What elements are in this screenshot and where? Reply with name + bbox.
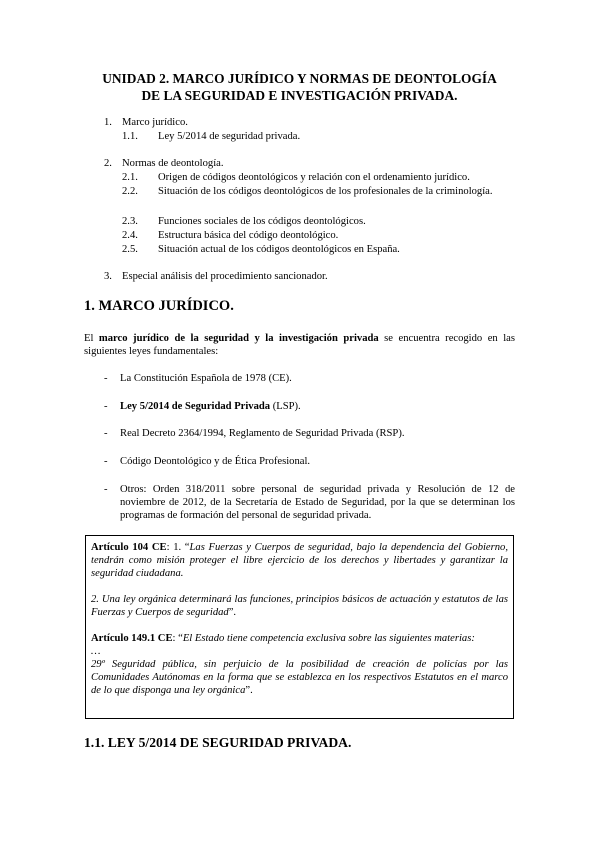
law-list-item: - Código Deontológico y de Ética Profesional. (104, 456, 311, 467)
article-104-label: Artículo 104 CE (91, 542, 167, 553)
toc-item-1: 1. Marco jurídico. (104, 117, 188, 128)
toc-subitem-2-2: 2.2. Situación de los códigos deontológicos de los profesionales de la criminología. (122, 186, 493, 197)
title-line-2: DE LA SEGURIDAD E INVESTIGACIÓN PRIVADA. (141, 88, 458, 103)
law-list-item: - Real Decreto 2364/1994, Reglamento de Seguridad Privada (RSP). (104, 428, 405, 439)
toc-subitem-2-5: 2.5. Situación actual de los códigos deontológicos en España. (122, 244, 400, 255)
section-heading: 1. MARCO JURÍDICO. (84, 298, 234, 314)
law-list-item: - Otros: Orden 318/2011 sobre personal de seguridad privada y Resolución de 12 de noviembre de 2012, de la Secretaría de Estado de Seguridad, por la que se determinan los programas de formación del personal de seguridad privada. (104, 484, 515, 521)
intro-bold-term: marco jurídico de la seguridad y la investigación privada (98, 333, 379, 344)
article-149-label: Artículo 149.1 CE (91, 633, 173, 644)
toc-subitem-2-1: 2.1. Origen de códigos deontológicos y relación con el ordenamiento jurídico. (122, 172, 470, 183)
ellipsis: … (91, 646, 101, 657)
document-title (84, 70, 515, 104)
title-line-1: UNIDAD 2. MARCO JURÍDICO Y NORMAS DE DEONTOLOGÍA (102, 71, 497, 86)
intro-paragraph: El marco jurídico de la seguridad y la investigación privada se encuentra recogido en las siguientes leyes fundamentales: (84, 333, 515, 357)
law-list-item: - Ley 5/2014 de Seguridad Privada (LSP). (104, 401, 301, 412)
toc-subitem-1-1: 1.1. Ley 5/2014 de seguridad privada. (122, 131, 301, 142)
article-104-paragraph-2: 2. Una ley orgánica determinará las funciones, principios básicos de actuación y estatutos de las Fuerzas y Cuerpos de seguridad”. (91, 594, 508, 618)
toc-subitem-2-3: 2.3. Funciones sociales de los códigos deontológicos. (122, 216, 366, 227)
toc-subitem-2-4: 2.4. Estructura básica del código deontológico. (122, 230, 339, 241)
article-149-paragraph: Artículo 149.1 CE: “El Estado tiene competencia exclusiva sobre las siguientes materias: (91, 633, 475, 644)
toc-item-3: 3. Especial análisis del procedimiento sancionador. (104, 271, 328, 282)
subsection-heading: 1.1. LEY 5/2014 DE SEGURIDAD PRIVADA. (84, 735, 352, 750)
article-149-paragraph-2: 29º Seguridad pública, sin perjuicio de la posibilidad de creación de policías por las Comunidades Autónomas en la forma que se establezca en los respectivos Estatutos en el marco de lo que disponga una ley orgánica”. (91, 659, 508, 696)
article-104-paragraph: Artículo 104 CE: 1. “Las Fuerzas y Cuerpos de seguridad, bajo la dependencia del Gobierno, tendrán como misión proteger el libre ejercicio de los derechos y libertades y garantizar la seguridad ciudadana. (91, 542, 509, 579)
law-list-item: - La Constitución Española de 1978 (CE). (104, 373, 292, 384)
constitution-articles-box (85, 535, 514, 719)
toc-item-2: 2. Normas de deontología. (104, 158, 224, 169)
